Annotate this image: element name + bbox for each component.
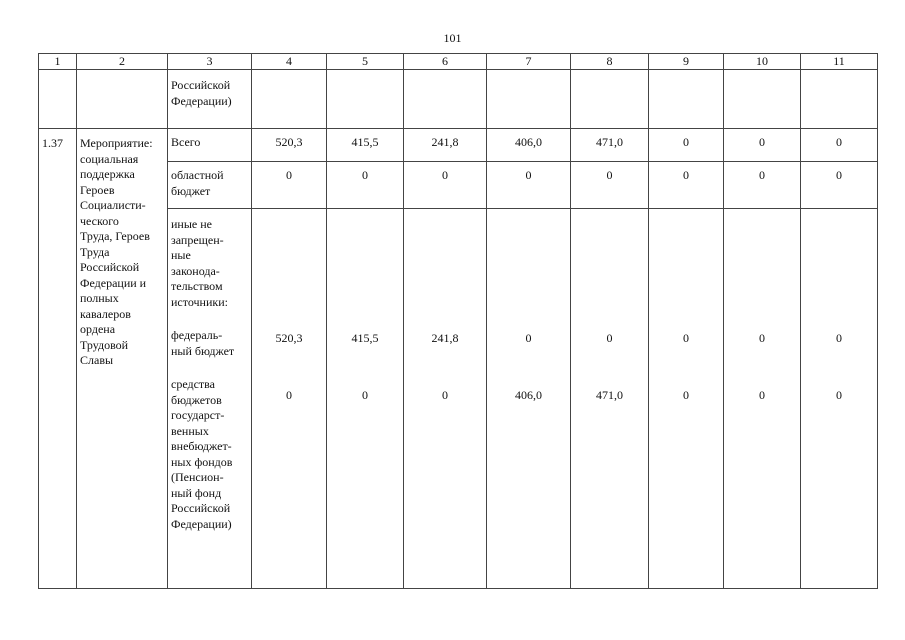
value-cell: 520,3 bbox=[252, 129, 327, 162]
value-cell: 471,0 bbox=[571, 129, 649, 162]
value-cell: 0 bbox=[606, 331, 613, 345]
value-cell: 0 bbox=[683, 387, 689, 402]
header-cell: 3 bbox=[168, 54, 252, 70]
value-cell: 0 bbox=[759, 387, 765, 402]
value-cell: 0 bbox=[683, 331, 689, 345]
table-row-total bbox=[39, 129, 878, 162]
value-cell: 0 bbox=[252, 162, 327, 209]
value-cell: 415,5 bbox=[327, 129, 404, 162]
page-number: 101 bbox=[443, 31, 462, 45]
value-cell: 0 bbox=[759, 331, 765, 345]
value-cell: 0 bbox=[649, 129, 724, 162]
funding-source-label: Всего bbox=[168, 129, 252, 162]
header-cell: 7 bbox=[487, 54, 571, 70]
value-cell: 0 bbox=[404, 162, 487, 209]
funding-source-label: федераль- ный бюджет bbox=[171, 328, 235, 358]
value-cell: 0 bbox=[362, 387, 368, 402]
value-cell: 241,8 bbox=[404, 129, 487, 162]
funding-source-label: средства бюджетов государст- венных внебюджет- ных фондов (Пенсион- ный фонд Российской Федерации) bbox=[171, 377, 233, 531]
budget-table bbox=[38, 53, 878, 589]
value-cell: 241,8 bbox=[431, 331, 459, 345]
carryover-row bbox=[39, 70, 878, 129]
header-cell: 9 bbox=[649, 54, 724, 70]
value-cell: 0 bbox=[801, 129, 878, 162]
value-cell: 0 bbox=[724, 129, 801, 162]
value-cell: 0 bbox=[836, 331, 842, 345]
header-cell: 4 bbox=[252, 54, 327, 70]
funding-source-label: Российской Федерации) bbox=[168, 70, 252, 129]
funding-source-cell bbox=[168, 209, 252, 589]
header-row bbox=[39, 54, 878, 70]
other-sources-heading: иные не запрещен- ные законода- тельством источники: bbox=[171, 217, 228, 309]
value-cell: 0 bbox=[649, 162, 724, 209]
value-cell: 0 bbox=[525, 331, 532, 345]
header-cell: 10 bbox=[724, 54, 801, 70]
funding-source-label: областной бюджет bbox=[168, 162, 252, 209]
header-cell: 8 bbox=[571, 54, 649, 70]
header-cell: 11 bbox=[801, 54, 878, 70]
value-cell: 0 bbox=[442, 387, 448, 402]
event-code: 1.37 bbox=[39, 129, 77, 589]
value-cell: 520,3 bbox=[275, 331, 303, 345]
value-cell: 0 bbox=[571, 162, 649, 209]
value-cell: 0 bbox=[286, 387, 292, 402]
header-cell: 5 bbox=[327, 54, 404, 70]
value-cell: 406,0 bbox=[515, 387, 542, 402]
value-cell: 0 bbox=[801, 162, 878, 209]
header-cell: 1 bbox=[39, 54, 77, 70]
value-cell: 415,5 bbox=[351, 331, 379, 345]
header-cell: 2 bbox=[77, 54, 168, 70]
value-cell: 0 bbox=[724, 162, 801, 209]
header-cell: 6 bbox=[404, 54, 487, 70]
value-cell: 0 bbox=[327, 162, 404, 209]
value-cell: 406,0 bbox=[487, 129, 571, 162]
event-name: Мероприятие: социальная поддержка Героев Социалисти- ческого Труда, Героев Труда Российской Федерации и полных кавалеров ордена Трудовой Славы bbox=[77, 129, 168, 589]
value-cell: 0 bbox=[487, 162, 571, 209]
value-cell: 471,0 bbox=[596, 387, 623, 402]
value-cell: 0 bbox=[836, 387, 842, 402]
